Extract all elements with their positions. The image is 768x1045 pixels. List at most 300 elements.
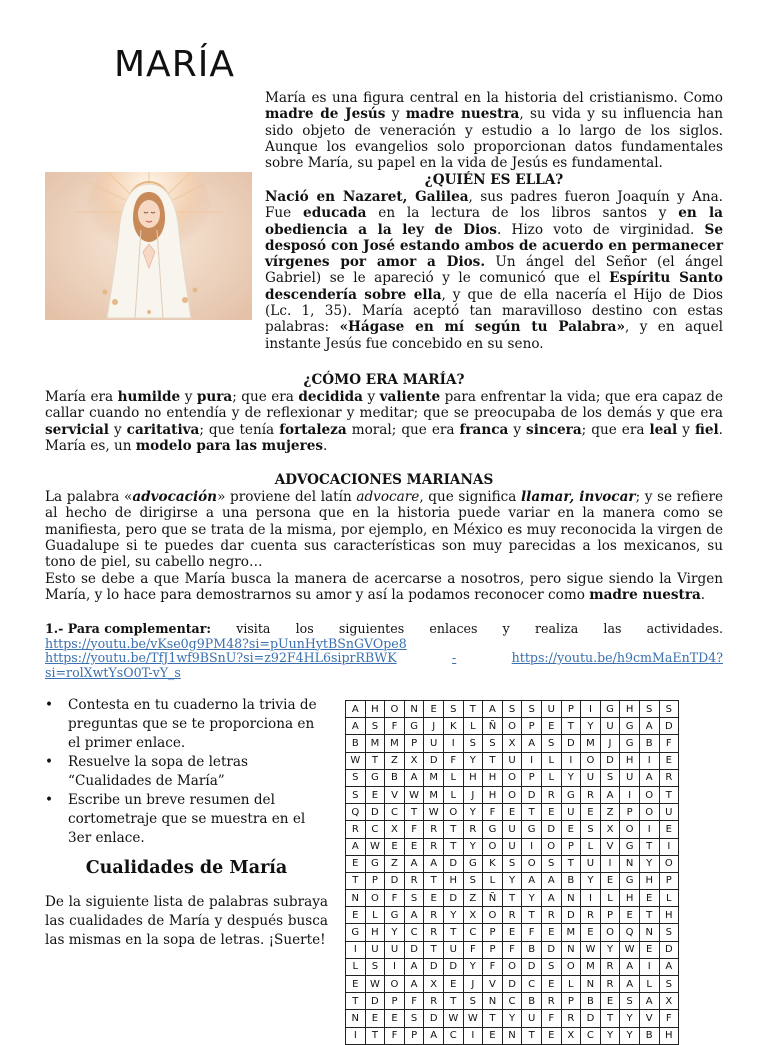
word-search-cell[interactable]: E [620, 907, 640, 924]
word-search-cell[interactable]: A [620, 976, 640, 993]
word-search-cell[interactable]: R [541, 907, 561, 924]
word-search-cell[interactable]: H [659, 1027, 679, 1044]
word-search-cell[interactable]: T [443, 993, 463, 1010]
word-search-cell[interactable]: P [561, 701, 581, 718]
word-search-cell[interactable]: U [659, 804, 679, 821]
word-search-cell[interactable]: R [502, 907, 522, 924]
word-search-cell[interactable]: W [424, 804, 444, 821]
word-search-cell[interactable]: P [522, 769, 542, 786]
word-search-cell[interactable]: P [385, 993, 405, 1010]
word-search-cell[interactable]: H [365, 924, 385, 941]
word-search-cell[interactable]: D [522, 786, 542, 803]
word-search-cell[interactable]: D [443, 958, 463, 975]
word-search-cell[interactable]: U [581, 769, 601, 786]
word-search-cell[interactable]: W [346, 752, 366, 769]
word-search-cell[interactable]: A [620, 958, 640, 975]
word-search-cell[interactable]: T [424, 941, 444, 958]
word-search-cell[interactable]: R [424, 993, 444, 1010]
word-search-cell[interactable]: T [522, 804, 542, 821]
word-search-cell[interactable]: F [483, 804, 503, 821]
word-search-cell[interactable]: Y [600, 1027, 620, 1044]
word-search-cell[interactable]: A [600, 786, 620, 803]
word-search-cell[interactable]: E [346, 907, 366, 924]
word-search-cell[interactable]: S [541, 735, 561, 752]
word-search-cell[interactable]: A [522, 735, 542, 752]
word-search-cell[interactable]: A [346, 838, 366, 855]
word-search-cell[interactable]: T [346, 872, 366, 889]
word-search-cell[interactable]: M [424, 769, 444, 786]
word-search-cell[interactable]: S [659, 701, 679, 718]
word-search-cell[interactable]: L [443, 769, 463, 786]
word-search-cell[interactable]: G [365, 769, 385, 786]
word-search-cell[interactable]: L [346, 958, 366, 975]
word-search-cell[interactable]: S [639, 701, 659, 718]
word-search-cell[interactable]: E [600, 993, 620, 1010]
word-search-cell[interactable]: F [385, 718, 405, 735]
word-search-cell[interactable]: U [581, 855, 601, 872]
word-search-cell[interactable]: A [522, 872, 542, 889]
word-search-cell[interactable]: O [639, 804, 659, 821]
word-search-cell[interactable]: K [483, 855, 503, 872]
word-search-cell[interactable]: L [561, 976, 581, 993]
word-search-cell[interactable]: U [365, 941, 385, 958]
word-search-cell[interactable]: B [639, 735, 659, 752]
word-search-cell[interactable]: W [463, 1010, 483, 1027]
word-search-cell[interactable]: O [502, 718, 522, 735]
word-search-cell[interactable]: X [463, 907, 483, 924]
word-search-cell[interactable]: E [541, 1027, 561, 1044]
word-search-cell[interactable]: T [443, 838, 463, 855]
word-search-cell[interactable]: O [385, 976, 405, 993]
word-search-cell[interactable]: I [561, 752, 581, 769]
word-search-cell[interactable]: F [522, 924, 542, 941]
word-search-cell[interactable]: U [502, 752, 522, 769]
word-search-cell[interactable]: P [404, 735, 424, 752]
video-link-1[interactable]: https://youtu.be/vKse0g9PM48?si=pUunHytBSnGVOpe8 [45, 635, 407, 651]
word-search-cell[interactable]: P [404, 1027, 424, 1044]
word-search-cell[interactable]: D [404, 941, 424, 958]
word-search-cell[interactable]: L [541, 752, 561, 769]
word-search-cell[interactable]: E [581, 804, 601, 821]
word-search-cell[interactable]: C [443, 1027, 463, 1044]
word-search-cell[interactable]: L [659, 890, 679, 907]
word-search-cell[interactable]: H [463, 769, 483, 786]
word-search-cell[interactable]: E [561, 821, 581, 838]
word-search-cell[interactable]: O [385, 701, 405, 718]
word-search-cell[interactable]: E [404, 838, 424, 855]
word-search-cell[interactable]: C [581, 1027, 601, 1044]
word-search-cell[interactable]: P [365, 872, 385, 889]
word-search-cell[interactable]: D [561, 735, 581, 752]
word-search-cell[interactable]: S [463, 993, 483, 1010]
word-search-cell[interactable]: G [522, 821, 542, 838]
word-search-cell[interactable]: H [659, 907, 679, 924]
word-search-cell[interactable]: E [541, 924, 561, 941]
word-search-cell[interactable]: D [443, 855, 463, 872]
word-search-cell[interactable]: B [561, 872, 581, 889]
word-search-cell[interactable]: A [404, 855, 424, 872]
word-search-cell[interactable]: C [365, 821, 385, 838]
word-search-cell[interactable]: P [483, 924, 503, 941]
word-search-cell[interactable]: F [659, 735, 679, 752]
word-search-cell[interactable]: E [385, 1010, 405, 1027]
word-search-cell[interactable]: Y [463, 752, 483, 769]
word-search-cell[interactable]: D [443, 890, 463, 907]
word-search-cell[interactable]: Y [502, 1010, 522, 1027]
word-search-cell[interactable]: R [424, 924, 444, 941]
word-search-cell[interactable]: S [659, 924, 679, 941]
word-search-cell[interactable]: U [385, 941, 405, 958]
word-search-cell[interactable]: D [502, 976, 522, 993]
word-search-cell[interactable]: S [502, 855, 522, 872]
word-search-cell[interactable]: I [463, 1027, 483, 1044]
word-search-cell[interactable]: T [483, 752, 503, 769]
word-search-cell[interactable]: G [620, 718, 640, 735]
word-search-cell[interactable]: N [581, 976, 601, 993]
word-search-cell[interactable]: E [502, 804, 522, 821]
word-search-cell[interactable]: I [385, 958, 405, 975]
word-search-cell[interactable]: Ñ [483, 890, 503, 907]
word-search-cell[interactable]: S [346, 786, 366, 803]
word-search-cell[interactable]: T [522, 1027, 542, 1044]
word-search-cell[interactable]: O [522, 855, 542, 872]
word-search-cell[interactable]: D [541, 821, 561, 838]
word-search-cell[interactable]: U [620, 769, 640, 786]
word-search-cell[interactable]: U [424, 735, 444, 752]
word-search-cell[interactable]: H [620, 890, 640, 907]
word-search-cell[interactable]: G [620, 735, 640, 752]
word-search-cell[interactable]: O [600, 924, 620, 941]
word-search-cell[interactable]: A [404, 769, 424, 786]
word-search-cell[interactable]: S [463, 735, 483, 752]
word-search-cell[interactable]: L [581, 838, 601, 855]
word-search-cell[interactable]: L [463, 718, 483, 735]
word-search-cell[interactable]: G [463, 855, 483, 872]
word-search-cell[interactable]: R [659, 769, 679, 786]
word-search-cell[interactable]: R [404, 872, 424, 889]
word-search-cell[interactable]: X [561, 1027, 581, 1044]
word-search-cell[interactable]: S [365, 958, 385, 975]
word-search-cell[interactable]: Z [600, 804, 620, 821]
word-search-cell[interactable]: E [424, 701, 444, 718]
word-search-cell[interactable]: D [365, 993, 385, 1010]
word-search-cell[interactable]: P [483, 941, 503, 958]
word-search-cell[interactable]: H [483, 786, 503, 803]
word-search-cell[interactable]: B [639, 1027, 659, 1044]
word-search-cell[interactable]: D [561, 907, 581, 924]
word-search-cell[interactable]: B [522, 941, 542, 958]
word-search-cell[interactable]: V [639, 1010, 659, 1027]
word-search-cell[interactable]: I [346, 941, 366, 958]
word-search-cell[interactable]: E [541, 976, 561, 993]
word-search-cell[interactable]: A [424, 1027, 444, 1044]
word-search-cell[interactable]: U [502, 838, 522, 855]
word-search-cell[interactable]: T [639, 838, 659, 855]
word-search-cell[interactable]: C [502, 993, 522, 1010]
word-search-cell[interactable]: R [424, 821, 444, 838]
word-search-cell[interactable]: R [424, 907, 444, 924]
word-search-cell[interactable]: E [600, 872, 620, 889]
word-search-cell[interactable]: Y [581, 718, 601, 735]
word-search-cell[interactable]: T [522, 907, 542, 924]
word-search-cell[interactable]: H [620, 701, 640, 718]
word-search-cell[interactable]: T [561, 718, 581, 735]
word-search-cell[interactable]: D [659, 718, 679, 735]
word-search-cell[interactable]: D [600, 752, 620, 769]
word-search-cell[interactable]: E [541, 718, 561, 735]
word-search-cell[interactable]: V [385, 786, 405, 803]
word-search-cell[interactable]: N [561, 941, 581, 958]
word-search-cell[interactable]: R [600, 958, 620, 975]
word-search-cell[interactable]: X [385, 821, 405, 838]
word-search-cell[interactable]: T [346, 993, 366, 1010]
word-search-cell[interactable]: W [404, 786, 424, 803]
word-search-cell[interactable]: H [365, 701, 385, 718]
word-search-cell[interactable]: T [404, 804, 424, 821]
word-search-cell[interactable]: S [659, 976, 679, 993]
word-search-cell[interactable]: F [385, 1027, 405, 1044]
word-search-cell[interactable]: A [404, 976, 424, 993]
word-search-cell[interactable]: O [502, 786, 522, 803]
word-search-cell[interactable]: W [581, 941, 601, 958]
word-search-cell[interactable]: Y [522, 890, 542, 907]
word-search-cell[interactable]: F [443, 752, 463, 769]
word-search-cell[interactable]: I [522, 752, 542, 769]
word-search-cell[interactable]: W [620, 941, 640, 958]
word-search-cell[interactable]: G [600, 701, 620, 718]
word-search-cell[interactable]: M [365, 735, 385, 752]
word-search-cell[interactable]: C [522, 976, 542, 993]
word-search-cell[interactable]: A [639, 718, 659, 735]
word-search-cell[interactable]: E [581, 924, 601, 941]
word-search-cell[interactable]: S [346, 769, 366, 786]
word-search-cell[interactable]: T [443, 821, 463, 838]
word-search-cell[interactable]: M [424, 786, 444, 803]
word-search-cell[interactable]: I [600, 855, 620, 872]
word-search-cell[interactable]: O [483, 907, 503, 924]
word-search-cell[interactable]: W [443, 1010, 463, 1027]
word-search-cell[interactable]: P [561, 838, 581, 855]
word-search-cell[interactable]: S [620, 993, 640, 1010]
word-search-cell[interactable]: E [365, 786, 385, 803]
word-search-cell[interactable]: O [502, 769, 522, 786]
word-search-cell[interactable]: O [581, 752, 601, 769]
word-search-cell[interactable]: A [404, 958, 424, 975]
word-search-cell[interactable]: R [600, 976, 620, 993]
word-search-cell[interactable]: D [424, 1010, 444, 1027]
word-search-cell[interactable]: D [385, 872, 405, 889]
word-search-cell[interactable]: O [541, 838, 561, 855]
word-search-cell[interactable]: V [600, 838, 620, 855]
word-search-cell[interactable]: R [581, 786, 601, 803]
word-search-cell[interactable]: S [581, 821, 601, 838]
word-search-cell[interactable]: S [600, 769, 620, 786]
word-search-cell[interactable]: A [541, 872, 561, 889]
word-search-cell[interactable]: H [483, 769, 503, 786]
word-search-cell[interactable]: N [483, 993, 503, 1010]
word-search-cell[interactable]: P [561, 993, 581, 1010]
word-search-cell[interactable]: X [659, 993, 679, 1010]
word-search-cell[interactable]: I [639, 958, 659, 975]
word-search-cell[interactable]: T [561, 855, 581, 872]
word-search-cell[interactable]: U [561, 804, 581, 821]
word-search-cell[interactable]: E [639, 941, 659, 958]
word-search-cell[interactable]: R [463, 821, 483, 838]
word-search-cell[interactable]: T [483, 1010, 503, 1027]
word-search-cell[interactable]: H [639, 872, 659, 889]
word-search-cell[interactable]: L [541, 769, 561, 786]
word-search-cell[interactable]: I [639, 752, 659, 769]
word-search-cell[interactable]: A [483, 701, 503, 718]
word-search-cell[interactable]: C [404, 924, 424, 941]
word-search-cell[interactable]: Y [639, 855, 659, 872]
word-search-cell[interactable]: P [620, 804, 640, 821]
word-search-cell[interactable]: E [659, 752, 679, 769]
word-search-cell[interactable]: E [502, 924, 522, 941]
word-search-cell[interactable]: E [639, 890, 659, 907]
word-search-cell[interactable]: A [346, 701, 366, 718]
word-search-cell[interactable]: X [404, 752, 424, 769]
word-search-cell[interactable]: G [346, 924, 366, 941]
word-search-cell[interactable]: C [463, 924, 483, 941]
word-search-cell[interactable]: O [502, 958, 522, 975]
word-search-cell[interactable]: O [639, 786, 659, 803]
word-search-cell[interactable]: Y [620, 1027, 640, 1044]
word-search-cell[interactable]: Y [463, 958, 483, 975]
word-search-cell[interactable]: F [541, 1010, 561, 1027]
word-search-cell[interactable]: T [424, 872, 444, 889]
word-search-cell[interactable]: M [581, 958, 601, 975]
word-search-cell[interactable]: G [385, 907, 405, 924]
word-search-cell[interactable]: J [600, 735, 620, 752]
word-search-cell[interactable]: E [385, 838, 405, 855]
word-search-cell[interactable]: Z [463, 890, 483, 907]
word-search-cell[interactable]: Z [385, 752, 405, 769]
word-search-cell[interactable]: G [561, 786, 581, 803]
word-search-cell[interactable]: S [365, 718, 385, 735]
word-search-cell[interactable]: E [424, 890, 444, 907]
word-search-cell[interactable]: I [581, 701, 601, 718]
word-search-cell[interactable]: B [346, 735, 366, 752]
word-search-cell[interactable]: X [424, 976, 444, 993]
word-search-cell[interactable]: D [541, 941, 561, 958]
word-search-cell[interactable]: P [522, 718, 542, 735]
word-search-cell[interactable]: G [365, 855, 385, 872]
word-search-cell[interactable]: E [659, 821, 679, 838]
word-search-cell[interactable]: E [483, 1027, 503, 1044]
word-search-cell[interactable]: N [561, 890, 581, 907]
word-search-cell[interactable]: O [365, 890, 385, 907]
word-search-cell[interactable]: E [346, 855, 366, 872]
word-search-cell[interactable]: L [600, 890, 620, 907]
word-search-cell[interactable]: L [639, 976, 659, 993]
word-search-cell[interactable]: Y [600, 941, 620, 958]
word-search-cell[interactable]: A [639, 769, 659, 786]
word-search-cell[interactable]: L [443, 786, 463, 803]
word-search-cell[interactable]: T [365, 1027, 385, 1044]
word-search-cell[interactable]: U [522, 1010, 542, 1027]
word-search-cell[interactable]: X [600, 821, 620, 838]
word-search-cell[interactable]: N [639, 924, 659, 941]
word-search-cell[interactable]: Q [620, 924, 640, 941]
word-search-cell[interactable]: P [600, 907, 620, 924]
word-search-cell[interactable]: A [424, 855, 444, 872]
word-search-cell[interactable]: T [443, 924, 463, 941]
word-search-cell[interactable]: N [502, 1027, 522, 1044]
word-search-cell[interactable]: F [463, 941, 483, 958]
word-search-cell[interactable]: Y [502, 872, 522, 889]
word-search-cell[interactable]: H [620, 752, 640, 769]
word-search-cell[interactable]: G [483, 821, 503, 838]
word-search-cell[interactable]: O [620, 821, 640, 838]
word-search-cell[interactable]: O [443, 804, 463, 821]
word-search-cell[interactable]: U [502, 821, 522, 838]
word-search-cell[interactable]: V [483, 976, 503, 993]
word-search-cell[interactable]: E [365, 1010, 385, 1027]
word-search-cell[interactable]: T [365, 752, 385, 769]
word-search-cell[interactable]: O [659, 855, 679, 872]
word-search-cell[interactable]: Q [346, 804, 366, 821]
word-search-cell[interactable]: J [424, 718, 444, 735]
word-search-cell[interactable]: D [581, 1010, 601, 1027]
word-search-cell[interactable]: Ñ [483, 718, 503, 735]
word-search-cell[interactable]: R [541, 993, 561, 1010]
word-search-cell[interactable]: F [404, 821, 424, 838]
word-search-cell[interactable]: I [639, 821, 659, 838]
word-search-cell[interactable]: P [659, 872, 679, 889]
word-search-cell[interactable]: M [561, 924, 581, 941]
word-search-cell[interactable]: F [502, 941, 522, 958]
word-search-cell[interactable]: S [483, 735, 503, 752]
word-search-cell[interactable]: S [443, 701, 463, 718]
word-search-cell[interactable]: B [522, 993, 542, 1010]
word-search-cell[interactable]: S [404, 890, 424, 907]
word-search-cell[interactable]: S [463, 872, 483, 889]
word-search-cell[interactable]: L [365, 907, 385, 924]
word-search-cell[interactable]: S [541, 958, 561, 975]
word-search-cell[interactable]: H [443, 872, 463, 889]
word-search-cell[interactable]: A [639, 993, 659, 1010]
word-search-cell[interactable]: T [639, 907, 659, 924]
word-search-cell[interactable]: T [600, 1010, 620, 1027]
word-search-cell[interactable]: Y [463, 804, 483, 821]
word-search-cell[interactable]: U [600, 718, 620, 735]
word-search-cell[interactable]: F [404, 993, 424, 1010]
word-search-cell[interactable]: G [404, 718, 424, 735]
word-search-cell[interactable]: I [443, 735, 463, 752]
word-search-cell[interactable]: N [620, 855, 640, 872]
word-search-cell[interactable]: S [502, 701, 522, 718]
word-search-cell[interactable]: Y [385, 924, 405, 941]
word-search-cell[interactable]: O [561, 958, 581, 975]
word-search-cell[interactable]: L [483, 872, 503, 889]
word-search-cell[interactable]: C [385, 804, 405, 821]
word-search-cell[interactable]: K [443, 718, 463, 735]
word-search-cell[interactable]: T [502, 890, 522, 907]
word-search-cell[interactable]: D [424, 958, 444, 975]
word-search-cell[interactable]: Y [620, 1010, 640, 1027]
video-link-3-continued[interactable]: si=rolXwtYsO0T-vY_s [45, 664, 181, 680]
word-search-cell[interactable]: D [522, 958, 542, 975]
word-search-cell[interactable]: G [620, 872, 640, 889]
video-link-3[interactable]: https://youtu.be/h9cmMaEnTD4? [511, 650, 723, 666]
word-search-cell[interactable]: N [404, 701, 424, 718]
word-search-cell[interactable]: R [424, 838, 444, 855]
word-search-cell[interactable]: U [541, 701, 561, 718]
word-search-cell[interactable]: W [365, 976, 385, 993]
word-search-cell[interactable]: A [404, 907, 424, 924]
word-search-cell[interactable]: B [385, 769, 405, 786]
